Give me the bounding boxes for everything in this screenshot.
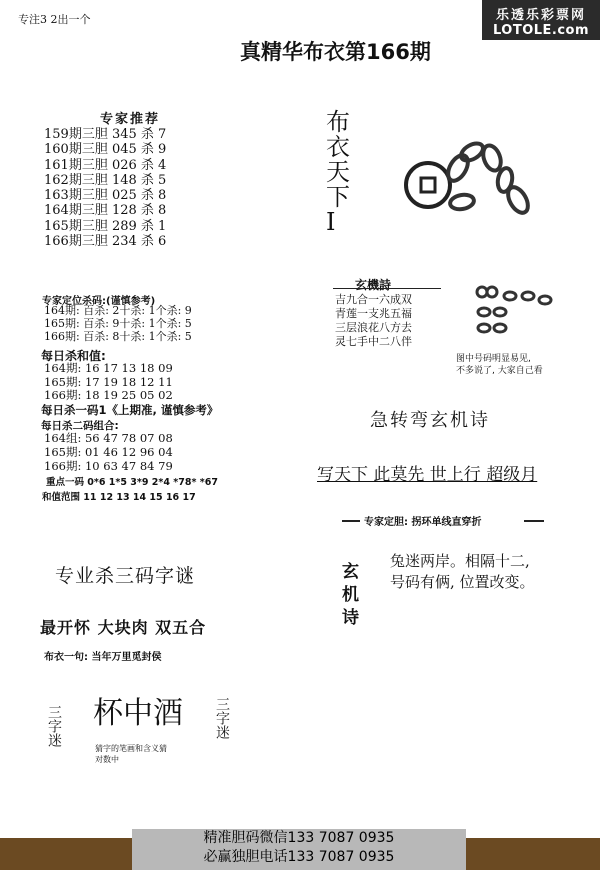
watermark-line2: LOTOLE.com bbox=[492, 23, 590, 38]
coin-chain-image bbox=[400, 130, 540, 230]
expert-row: 164期三胆 128 杀 8 bbox=[44, 203, 167, 219]
daily-one: 每日杀一码1《上期准, 谨慎参考》 bbox=[41, 403, 219, 417]
watermark-line1: 乐透乐彩票网 bbox=[495, 8, 586, 23]
daily-two-row: 166期: 10 63 47 84 79 bbox=[44, 459, 173, 473]
divider bbox=[333, 288, 441, 289]
daily-two-row: 165期: 01 46 12 96 04 bbox=[44, 445, 173, 459]
hint bbox=[456, 353, 543, 377]
cup-note-line2: 对数中 bbox=[95, 755, 119, 764]
expert-row: 165期三胆 289 杀 1 bbox=[44, 218, 167, 234]
xuanji-heading: 玄機詩 bbox=[355, 278, 392, 292]
sum-kill-heading: 每日杀和值: bbox=[41, 349, 106, 363]
buyi-vertical: 布衣天下I bbox=[326, 108, 350, 236]
sum-range: 和值范围 11 12 13 14 15 16 17 bbox=[42, 492, 196, 503]
xuanji-lines bbox=[335, 293, 412, 349]
expert-row: 163期三胆 025 杀 8 bbox=[44, 188, 167, 204]
daily-two-heading: 每日杀二码组合: bbox=[41, 420, 119, 432]
expert-heading: 专家推荐 bbox=[100, 112, 161, 127]
position-kill-row: 164期: 百杀: 2十杀: 1个杀: 9 bbox=[44, 304, 192, 317]
expert-row: 166期三胆 234 杀 6 bbox=[44, 234, 167, 250]
expert-row: 161期三胆 026 杀 4 bbox=[44, 157, 167, 173]
sum-kill-row: 166期: 18 19 25 05 02 bbox=[44, 388, 173, 402]
sanzimi-right: 三字迷 bbox=[214, 697, 230, 739]
divider bbox=[524, 520, 544, 522]
riddle-title: 专业杀三码字谜 bbox=[55, 565, 196, 587]
sum-kill-row: 165期: 17 19 18 12 11 bbox=[44, 374, 173, 389]
expert-list bbox=[44, 127, 166, 249]
jizhuan-title: 急转弯玄机诗 bbox=[370, 410, 490, 431]
beads-image bbox=[470, 282, 560, 342]
page-title: 真精华布衣第166期 bbox=[240, 40, 431, 64]
position-kill-list bbox=[44, 304, 192, 343]
xuanji-line: 吉九合一六成双 bbox=[335, 293, 412, 306]
contact-line1: 精准胆码微信133 7087 0935 bbox=[203, 830, 395, 846]
xuanji-line: 青莲一支兆五福 bbox=[335, 307, 412, 320]
position-kill-row: 166期: 百杀: 8十杀: 1个杀: 5 bbox=[44, 330, 192, 343]
chain-icon bbox=[444, 140, 532, 216]
hint-line2: 不多说了, 大家自己看 bbox=[456, 366, 543, 376]
cup-riddle: 杯中酒 bbox=[93, 696, 183, 731]
contact-box bbox=[132, 829, 466, 870]
sum-kill-list bbox=[44, 362, 173, 403]
xuanji-vertical: 玄机诗 bbox=[338, 562, 358, 631]
expert-row: 159期三胆 345 杀 7 bbox=[44, 127, 167, 142]
xuanji-text bbox=[390, 551, 535, 593]
xuanji-line: 三层浪花八方去 bbox=[335, 321, 412, 334]
focus-line: 重点一码 0*6 1*5 3*9 2*4 *78* *67 bbox=[46, 477, 218, 488]
hint-line1: 图中号码明显易见, bbox=[456, 354, 531, 364]
xuanji-text-line2: 号码有俩, 位置改变。 bbox=[390, 573, 535, 591]
buyi-saying: 布衣一句: 当年万里觅封侯 bbox=[44, 652, 162, 663]
expert-row: 162期三胆 148 杀 5 bbox=[44, 172, 167, 188]
daily-two-row: 164组: 56 47 78 07 08 bbox=[44, 431, 173, 445]
sanzimi-left: 三字迷 bbox=[46, 705, 62, 747]
cup-note-line1: 猜字的笔画和含义猜 bbox=[95, 744, 167, 753]
divider bbox=[342, 520, 360, 522]
cup-note bbox=[95, 743, 167, 765]
expert-row: 160期三胆 045 杀 9 bbox=[44, 142, 167, 158]
top-note: 专注3 2出一个 bbox=[18, 13, 91, 26]
riddle-words: 最开怀 大块肉 双五合 bbox=[40, 618, 207, 637]
expert-pick: 专家定胆: 拐环单线直穿折 bbox=[364, 517, 482, 528]
xuanji-line: 灵七手中二八伴 bbox=[335, 335, 412, 348]
beads-icon bbox=[477, 287, 551, 332]
position-kill-row: 165期: 百杀: 9十杀: 1个杀: 5 bbox=[44, 317, 192, 330]
xuanji-text-line1: 兔迷两岸。相隔十二, bbox=[390, 552, 530, 570]
sum-kill-row: 164期: 16 17 13 18 09 bbox=[44, 361, 173, 375]
contact-line2: 必赢独胆电话133 7087 0935 bbox=[203, 849, 395, 865]
watermark bbox=[482, 0, 600, 40]
daily-two-list bbox=[44, 431, 173, 473]
position-kill-heading: 专家定位杀码:(谨慎参考) bbox=[42, 296, 156, 307]
coin-icon bbox=[406, 163, 450, 207]
slogan: 写天下 此莫先 世上行 超级月 bbox=[317, 465, 538, 485]
